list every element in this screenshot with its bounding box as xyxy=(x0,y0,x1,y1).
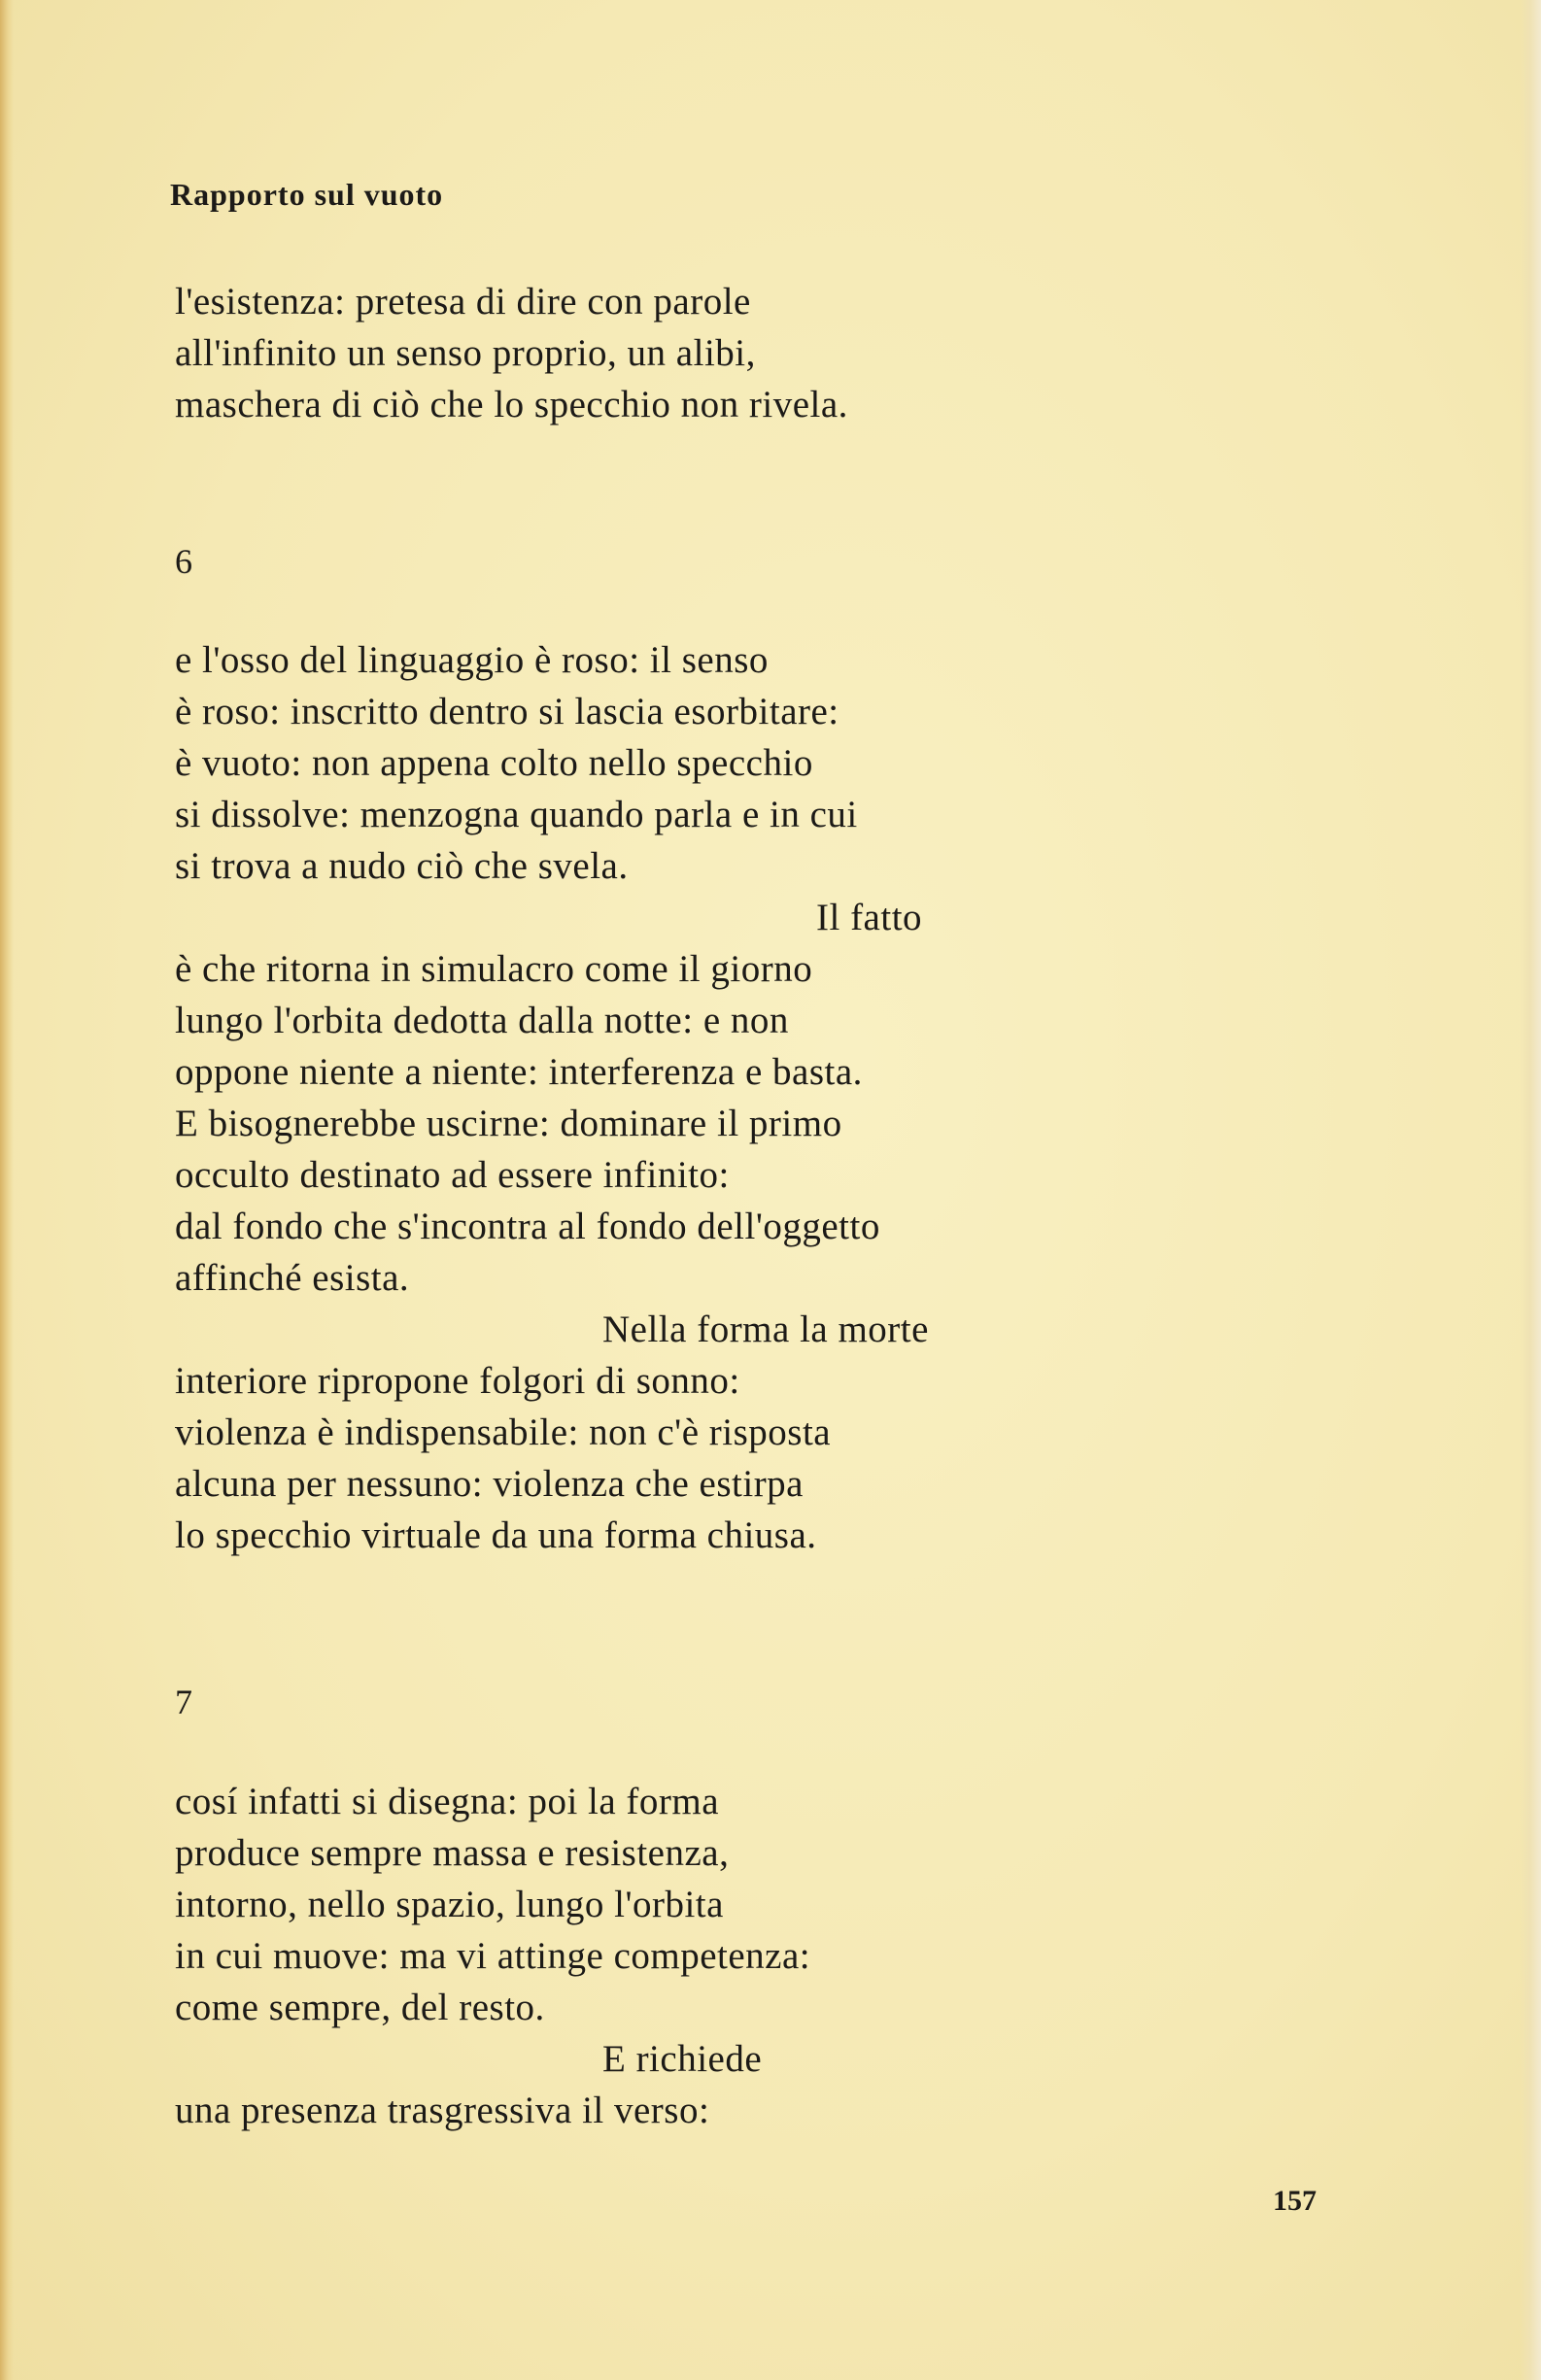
verse-line: produce sempre massa e resistenza, xyxy=(175,1832,730,1874)
verse-line: si trova a nudo ciò che svela. xyxy=(175,845,629,887)
verse-line: all'infinito un senso proprio, un alibi, xyxy=(175,332,756,374)
verse-line: cosí infatti si disegna: poi la forma xyxy=(175,1781,720,1822)
page-number: 157 xyxy=(1273,2185,1317,2217)
verse-line: dal fondo che s'incontra al fondo dell'oggetto xyxy=(175,1206,880,1247)
verse-line: affinché esista. xyxy=(175,1257,410,1299)
verse-line-indented: E richiede xyxy=(602,2038,763,2080)
verse-line: è roso: inscritto dentro si lascia esorbitare: xyxy=(175,691,839,732)
section-number-6: 6 xyxy=(175,542,192,581)
verse-line: in cui muove: ma vi attinge competenza: xyxy=(175,1935,811,1977)
verse-line: e l'osso del linguaggio è roso: il senso xyxy=(175,639,769,681)
verse-line: violenza è indispensabile: non c'è risposta xyxy=(175,1411,832,1453)
verse-line: alcuna per nessuno: violenza che estirpa xyxy=(175,1463,804,1505)
verse-line: lo specchio virtuale da una forma chiusa. xyxy=(175,1514,817,1556)
page-right-edge xyxy=(1520,0,1541,2380)
verse-line: maschera di ciò che lo specchio non rivela. xyxy=(175,384,848,425)
verse-line: l'esistenza: pretesa di dire con parole xyxy=(175,281,751,323)
verse-line: lungo l'orbita dedotta dalla notte: e non xyxy=(175,1000,789,1041)
verse-line: una presenza trasgressiva il verso: xyxy=(175,2090,710,2131)
verse-line: E bisognerebbe uscirne: dominare il primo xyxy=(175,1103,842,1144)
verse-line: è che ritorna in simulacro come il giorno xyxy=(175,948,813,990)
running-head: Rapporto sul vuoto xyxy=(170,177,444,212)
verse-line: è vuoto: non appena colto nello specchio xyxy=(175,742,813,784)
verse-line: si dissolve: menzogna quando parla e in cui xyxy=(175,794,858,835)
verse-line: occulto destinato ad essere infinito: xyxy=(175,1154,730,1196)
verse-line-indented: Il fatto xyxy=(816,897,923,938)
page-left-edge xyxy=(0,0,14,2380)
section-number-7: 7 xyxy=(175,1683,192,1721)
verse-line: intorno, nello spazio, lungo l'orbita xyxy=(175,1884,724,1925)
verse-line-indented: Nella forma la morte xyxy=(602,1309,929,1350)
verse-line: interiore ripropone folgori di sonno: xyxy=(175,1360,740,1402)
verse-line: oppone niente a niente: interferenza e basta. xyxy=(175,1051,863,1093)
verse-line: come sempre, del resto. xyxy=(175,1987,545,2028)
